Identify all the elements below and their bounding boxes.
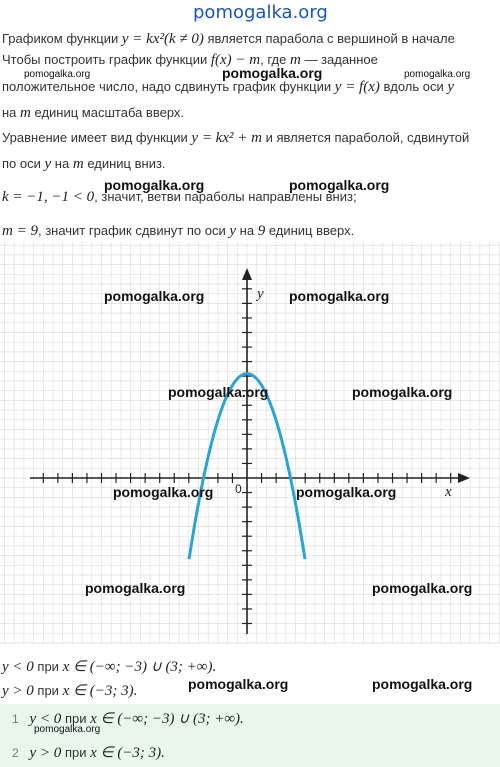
text: на	[54, 156, 70, 171]
y-axis-label: y	[257, 286, 264, 302]
text: при	[37, 659, 59, 674]
text: при	[37, 683, 59, 698]
watermark: pomogalka.org	[188, 676, 289, 692]
answer-item	[12, 743, 165, 762]
formula: m	[72, 156, 84, 172]
text: единиц вниз.	[87, 156, 166, 171]
watermark: pomogalka.org	[168, 384, 269, 400]
watermark: pomogalka.org	[34, 724, 101, 735]
formula: y = kx² + m	[191, 130, 262, 146]
formula: x ∈ (−∞; −3) ∪ (3; +∞).	[90, 711, 244, 727]
x-axis-arrow	[458, 473, 470, 483]
text: по оси	[2, 156, 41, 171]
text: — заданное	[304, 52, 378, 67]
text-line-6	[2, 156, 166, 173]
formula: x ∈ (−3; 3).	[90, 745, 165, 761]
text: , где	[260, 52, 287, 67]
formula: y	[44, 156, 52, 172]
text: при	[64, 711, 87, 726]
site-logo[interactable]: pomogalka.org	[193, 2, 328, 23]
watermark: pomogalka.org	[404, 69, 471, 80]
formula: m = 9	[2, 223, 38, 239]
watermark: pomogalka.org	[289, 177, 390, 193]
answer-box	[0, 704, 500, 767]
text: Графиком функции	[2, 31, 119, 46]
text-line-4	[2, 105, 184, 122]
result-line-2	[2, 681, 137, 700]
result-line-1	[2, 657, 216, 676]
watermark: pomogalka.org	[372, 676, 473, 692]
text-line-1	[2, 31, 455, 48]
formula: k = −1, −1 < 0	[2, 189, 95, 205]
answer-number: 1	[12, 712, 19, 726]
watermark: pomogalka.org	[222, 65, 323, 81]
text: является парабола с вершиной в начале	[207, 31, 455, 46]
text-line-5	[2, 130, 469, 147]
text: и является параболой, сдвинутой	[265, 130, 470, 145]
watermark: pomogalka.org	[296, 484, 397, 500]
formula: y	[447, 79, 455, 95]
watermark: pomogalka.org	[24, 69, 91, 80]
watermark: pomogalka.org	[352, 384, 453, 400]
text: единиц вверх.	[268, 223, 355, 238]
text: , значит график сдвинут по оси	[37, 223, 226, 238]
text: Уравнение имеет вид функции	[2, 130, 188, 145]
formula: y < 0	[29, 711, 62, 727]
answer-number: 2	[12, 746, 19, 760]
text: вдоль оси	[383, 79, 444, 94]
text-line-3	[2, 79, 454, 96]
text: на	[239, 223, 255, 238]
text: на	[2, 105, 17, 120]
formula: m	[289, 52, 301, 68]
watermark: pomogalka.org	[104, 288, 205, 304]
formula: 9	[257, 223, 266, 239]
watermark: pomogalka.org	[289, 288, 390, 304]
formula: y > 0	[2, 683, 34, 699]
watermark: pomogalka.org	[104, 177, 205, 193]
formula: y = kx²(k ≠ 0)	[121, 31, 204, 47]
text: , значит, ветви параболы направлены вниз;	[94, 189, 357, 204]
text: при	[64, 745, 87, 760]
formula: y < 0	[2, 659, 34, 675]
origin-label: 0	[235, 482, 242, 496]
formula: m	[20, 105, 31, 121]
formula: x ∈ (−∞; −3) ∪ (3; +∞).	[62, 659, 217, 675]
formula: x ∈ (−3; 3).	[62, 683, 138, 699]
text-line-8	[2, 223, 354, 240]
watermark: pomogalka.org	[85, 580, 186, 596]
x-axis-label: x	[445, 484, 452, 500]
watermark: pomogalka.org	[372, 580, 473, 596]
formula: f(x) − m	[210, 52, 261, 68]
formula: y > 0	[29, 745, 62, 761]
text: положительное число, надо сдвинуть график функции	[2, 79, 332, 94]
formula: y = f(x)	[334, 79, 380, 95]
text: единиц масштаба вверх.	[34, 105, 185, 120]
formula: y	[229, 223, 237, 239]
watermark: pomogalka.org	[113, 484, 214, 500]
text: Чтобы построить график функции	[2, 52, 208, 67]
